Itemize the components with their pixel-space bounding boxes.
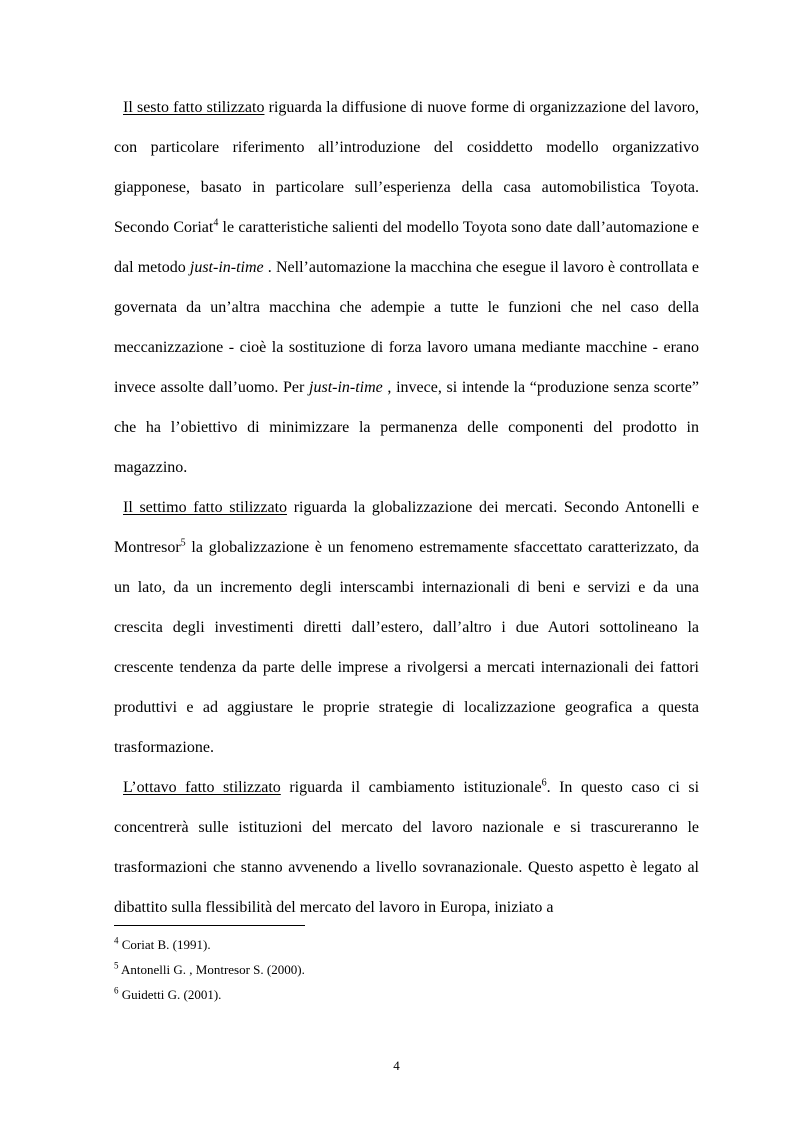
footnote-item xyxy=(114,932,699,957)
paragraph-text: . In questo caso ci si concentrerà sulle istituzioni del mercato del lavoro nazionale e si trascureranno le trasformazioni che stanno avvenendo a livello sovranazionale. Questo aspetto è legato al dibattito sulla flessibilità del mercato del lavoro in Europa, iniziato a xyxy=(114,779,700,916)
paragraph-text: riguarda la globalizzazione dei mercati. Secondo Antonelli e Montresor xyxy=(114,499,699,556)
footnote-text: Coriat B. (1991). xyxy=(118,937,211,952)
footnote-ref: 4 xyxy=(213,217,219,229)
paragraph-text: . Nell’automazione la macchina che esegue il lavoro è controllata e governata da un’altra macchina che adempie a tutte le funzioni che nel caso della meccanizzazione - cioè la sostituzione di forza lavoro umana mediante macchine - erano invece assolte dall’uomo. Per xyxy=(114,259,700,396)
emphasis-term: just-in-time xyxy=(189,259,264,276)
paragraph-heading: Il settimo fatto stilizzato xyxy=(123,499,288,516)
paragraph-eighth-fact xyxy=(114,768,699,928)
footnote-ref: 6 xyxy=(541,777,547,789)
footnote-text: Guidetti G. (2001). xyxy=(118,987,222,1002)
paragraph-text: le caratteristiche salienti del modello Toyota sono date dall’automazione e dal metodo xyxy=(114,219,700,276)
footnote-text: Antonelli G. , Montresor S. (2000). xyxy=(118,962,305,977)
paragraph-text: riguarda il cambiamento istituzionale xyxy=(280,779,542,796)
footnote-number: 4 xyxy=(114,935,119,946)
emphasis-term: just-in-time xyxy=(309,379,383,396)
footnote-number: 5 xyxy=(114,960,119,971)
page-number: 4 xyxy=(393,1058,400,1073)
footnotes xyxy=(114,932,699,1007)
paragraph-text: , invece, si intende la “produzione senza scorte” che ha l’obiettivo di minimizzare la permanenza delle componenti del prodotto in magazzino. xyxy=(114,379,699,476)
paragraph-seventh-fact xyxy=(114,488,699,768)
paragraph-text: la globalizzazione è un fenomeno estremamente sfaccettato caratterizzato, da un lato, da un incremento degli interscambi internazionali di beni e servizi e da una crescita degli investimenti diretti dall’estero, dall’altro i due Autori sottolineano la crescente tendenza da parte delle imprese a rivolgersi a mercati internazionali dei fattori produttivi e ad aggiustare le proprie strategie di localizzazione geografica a questa trasformazione. xyxy=(114,539,699,756)
body-text xyxy=(114,88,699,928)
footnote-item xyxy=(114,982,699,1007)
footnote-separator xyxy=(114,925,305,926)
paragraph-text: riguarda la diffusione di nuove forme di organizzazione del lavoro, con particolare riferimento all’introduzione del cosiddetto modello organizzativo giapponese, basato in particolare sull’esperienza della casa automobilistica Toyota. Secondo Coriat xyxy=(114,99,700,236)
paragraph-heading: L’ottavo fatto stilizzato xyxy=(123,779,281,796)
paragraph-sixth-fact xyxy=(114,88,699,488)
footnote-item xyxy=(114,957,699,982)
paragraph-heading: Il sesto fatto stilizzato xyxy=(123,99,265,116)
footnote-ref: 5 xyxy=(180,537,186,549)
footnote-number: 6 xyxy=(114,985,119,996)
